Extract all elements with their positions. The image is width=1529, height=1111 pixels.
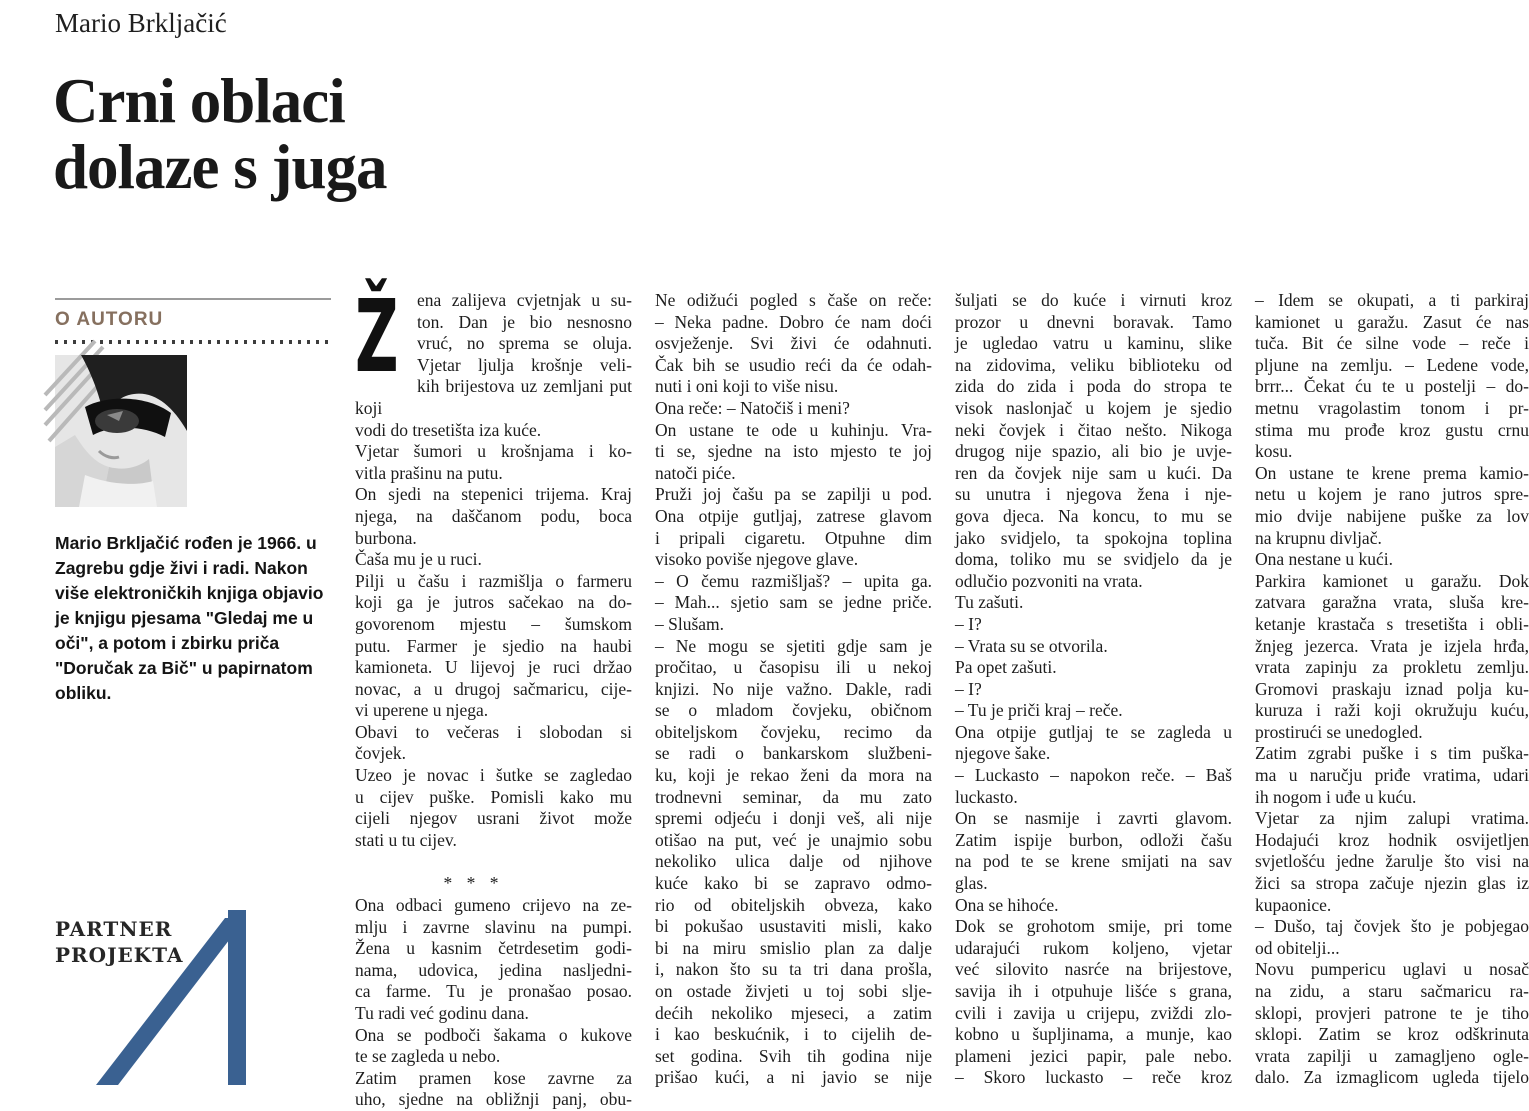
text-line: vitla prašinu na putu. — [355, 462, 503, 483]
text-line: vrata zapinju za prokletu zemlju. — [1255, 657, 1529, 678]
text-line: – Vrata su se otvorila. — [955, 635, 1108, 656]
text-line: njegove šake. — [955, 743, 1051, 764]
partner-label-line-1: PARTNER — [55, 917, 173, 941]
text-line: – O čemu razmišljaš? – upita ga. — [655, 570, 932, 591]
text-line: Ne odižući pogled s čaše on reče: — [655, 290, 932, 310]
drop-cap: Ž — [355, 278, 399, 395]
text-line: vruć, no sprema se oluja. — [417, 333, 632, 354]
text-line: Ona reče: – Natočiš i meni? — [655, 397, 850, 418]
text-line: vrata zapilji u zamagljeno ogle- — [1255, 1045, 1529, 1066]
text-line: burbona. — [355, 527, 417, 548]
text-line: cijeli njegov usrani život može — [355, 808, 632, 829]
text-line: Novu pumpericu uglavi u nosač — [1255, 959, 1529, 980]
text-line: – Neka padne. Dobro će nam doći — [655, 311, 932, 332]
text-line: i pripali cigaretu. Otpuhne dim — [655, 527, 932, 548]
text-line: Ona se hihoće. — [955, 894, 1059, 915]
text-line: set godina. Svih tih godina nije — [655, 1045, 932, 1066]
text-line: ren da čovjek nije sam u kući. Da — [955, 462, 1232, 483]
text-line: mlju i zavrne slavinu na pumpi. — [355, 916, 632, 937]
dotted-rule — [55, 340, 331, 344]
text-line: cvili i zavija u crijepu, zviždi zlo- — [955, 1002, 1232, 1023]
text-line: žici sa stropa začuje njezin glas iz — [1255, 873, 1529, 894]
section-separator: * * * — [443, 873, 504, 894]
text-line: kuruza i raži koji okružuju kuću, — [1255, 700, 1529, 721]
text-line: Ona se podboči šakama o kukove — [355, 1024, 632, 1045]
text-line: – Skoro luckasto – reče kroz — [955, 1067, 1232, 1088]
text-column-4 — [1255, 290, 1529, 1088]
text-line: Pilji u čašu i razmišlja o farmeru — [355, 570, 632, 591]
text-line: – Tu je priči kraj – reče. — [955, 700, 1123, 721]
partner-label-line-2: PROJEKTA — [55, 943, 184, 967]
text-line: čovjek. — [355, 743, 407, 764]
text-line: knjizi. No nije važno. Dakle, radi — [655, 678, 932, 699]
text-line: Zatim zgrabi puške i s tim puška- — [1255, 743, 1529, 764]
text-line: doma, toliko mu se svidjelo da je — [955, 549, 1232, 570]
text-line: Ona odbaci gumeno crijevo na ze- — [355, 895, 632, 916]
text-line: pročitao, u časopisu ili u nekoj — [655, 657, 932, 678]
author-bio: Mario Brkljačić rođen je 1966. u Zagrebu gdje živi i radi. Nakon više elektroničkih knjiga objavio je knjigu pjesama "Gledaj me u oči", a potom i zbirku priča "Doručak za Bič" u papirnatom obliku. — [55, 533, 324, 703]
text-line: Obavi to večeras i slobodan si — [355, 721, 632, 742]
text-line: Dok se grohotom smije, pri tome — [955, 916, 1232, 937]
text-line: otišao na put, već je unajmio sobu — [655, 829, 932, 850]
text-line: kamionet u garažu. Zasut će nas — [1255, 311, 1529, 332]
text-column-2 — [655, 290, 932, 1088]
text-line: ti se, sjedne na isto mjesto te joj — [655, 441, 932, 462]
text-line: – I? — [955, 613, 982, 634]
text-line: ena zalijeva cvjetnjak u su- — [417, 290, 632, 310]
text-line: ca farme. Tu je pronašao posao. — [355, 981, 632, 1002]
text-line: Vjetar šumori u krošnjama i ko- — [355, 441, 632, 462]
text-line: na pod te se krene smijati na sav — [955, 851, 1232, 872]
text-line: koji ga je jutros sačekao na do- — [355, 592, 632, 613]
text-line: Žena u kasnim četrdesetim godi- — [355, 938, 632, 959]
text-line: na zidu, a staru sačmaricu ra- — [1255, 981, 1529, 1001]
text-line: – Luckasto – napokon reče. – Baš — [955, 765, 1232, 786]
text-line: dalo. Za izmaglicom ugleda tijelo — [1255, 1067, 1529, 1088]
text-line: nekoliko ulica dalje od njihove — [655, 851, 932, 872]
text-line: – Slušam. — [655, 613, 725, 634]
text-line: nuti i oni koji to više nisu. — [655, 376, 839, 397]
text-line: – Ne mogu se sjetiti gdje sam je — [655, 635, 932, 656]
text-line: udarajući rukom koljeno, vjetar — [955, 937, 1232, 958]
text-line: Zatim pramen kose zavrne za — [355, 1067, 632, 1088]
text-line: te se zagleda u nebo. — [355, 1046, 501, 1067]
text-line: od obitelji... — [1255, 937, 1340, 958]
text-line: i, nakon što su ta tri dana prošla, — [655, 959, 932, 980]
text-line: – Mah... sjetio sam se jedne priče. — [655, 592, 932, 613]
text-line: dećih nekoliko mjeseci, a zatim — [655, 1002, 932, 1023]
text-line: metnu vragolastim tonom i pr- — [1255, 397, 1529, 418]
text-line: Čak bih se usudio reći da će odah- — [655, 354, 932, 375]
text-line: putu. Farmer je sjedio na haubi — [355, 635, 632, 656]
headline-line-1: Crni oblaci — [53, 66, 345, 136]
text-column-3 — [955, 290, 1232, 1088]
text-line: On ustane te ode u kuhinju. Vra- — [655, 419, 932, 440]
text-column-1 — [355, 278, 632, 1110]
text-line: zatvara garažna vrata, sluša kre- — [1255, 592, 1529, 613]
text-line: Vjetar za njim zalupi vratima. — [1255, 808, 1529, 829]
text-line: trodnevni seminar, da mu zato — [655, 786, 932, 807]
text-line: novac, a u drugoj sačmaricu, cije- — [355, 678, 632, 699]
text-line: odlučio pozvoniti na vrata. — [955, 570, 1143, 591]
text-line: su unutra i njegova žena i nje- — [955, 484, 1232, 505]
text-line: ku, koji je rekao ženi da mora na — [655, 765, 932, 786]
text-line: Ona otpije gutljaj, zatrese glavom — [655, 505, 932, 526]
text-line: Parkira kamionet u garažu. Dok — [1255, 570, 1529, 591]
text-line: Pruži joj čašu pa se zapilji u pod. — [655, 484, 932, 505]
text-line: rio od obiteljskih obveza, kako — [655, 894, 932, 915]
headline — [53, 68, 387, 200]
text-line: bi na miru smislio plan za dalje — [655, 937, 932, 958]
text-line: luckasto. — [955, 786, 1018, 807]
text-line: natoči piće. — [655, 462, 736, 483]
text-line: govorenom mjestu – šumskom — [355, 613, 632, 634]
text-line: kupaonice. — [1255, 894, 1332, 915]
text-line: plameni jezici papir, pale nebo. — [955, 1045, 1232, 1066]
text-line: na zidovima, veliku biblioteku od — [955, 354, 1232, 375]
text-line: – Idem se okupati, a ti parkiraj — [1255, 290, 1529, 310]
text-line: već silovito nasrće na brijestove, — [955, 959, 1232, 980]
text-line: nama, udovica, jedina nasljedni- — [355, 959, 632, 980]
text-line: je ugledao vatru u kaminu, slike — [955, 333, 1232, 354]
text-line: šuljati se do kuće i virnuti kroz — [955, 290, 1232, 310]
text-line: kuće kako bi se zapravo odmo- — [655, 873, 932, 894]
headline-line-2: dolaze s juga — [53, 132, 387, 202]
text-line: vi uperene u njega. — [355, 700, 489, 721]
text-line: na krupnu divljač. — [1255, 527, 1382, 548]
text-line: Uzeo je novac i šutke se zagledao — [355, 765, 632, 786]
text-line: stima mu prođe kroz gustu crnu — [1255, 419, 1529, 440]
text-line: uho, sjedne na obližnji panj, obu- — [355, 1089, 632, 1110]
section-title: O AUTORU — [55, 309, 164, 330]
text-line: vodi do tresetišta iza kuće. — [355, 419, 542, 440]
text-line: visok naslonjač u kojem je sjedio — [955, 397, 1232, 418]
text-line: ih nogom i uđe u kuću. — [1255, 786, 1417, 807]
text-line: jako svidjelo, ta spokojna toplina — [955, 527, 1232, 548]
text-line: netu u kojem je rano jutros spre- — [1255, 484, 1529, 505]
text-line: zida do zida i poda do stropa te — [955, 376, 1232, 397]
text-line: osvježenje. Svi živi će odahnuti. — [655, 333, 932, 354]
author-portrait-image — [55, 355, 187, 507]
text-line: drugog nije spazio, ali bio je uvje- — [955, 441, 1232, 462]
text-line: obiteljskom čovjeku, recimo da — [655, 721, 932, 742]
text-line: Gromovi praskaju iznad polja ku- — [1255, 678, 1529, 699]
text-line: bi pokušao usustaviti misli, kako — [655, 916, 932, 937]
text-line: u cijev puške. Pomisli kako mu — [355, 786, 632, 807]
text-line: gova djeca. Na koncu, to mu se — [955, 505, 1232, 526]
byline: Mario Brkljačić — [55, 8, 227, 38]
text-line: njega, na daščanom podu, boca — [355, 505, 632, 526]
text-line: – I? — [955, 678, 982, 699]
text-line: glas. — [955, 873, 988, 894]
text-line: pljune na zemlju. – Ledene vode, — [1255, 354, 1529, 375]
text-line: ma u naručju priđe vratima, udari — [1255, 765, 1529, 786]
text-line: žnjeg jezerca. Vrata je izjela hrđa, — [1255, 635, 1529, 656]
text-line: sklopi, provjeri patrone te je tiho — [1255, 1002, 1529, 1023]
article-body — [355, 278, 1529, 1110]
text-line: On se nasmije i zavrti glavom. — [955, 808, 1232, 829]
text-line: On ustane te krene prema kamio- — [1255, 462, 1529, 483]
text-line: spremi odjeću i donji veš, ali nije — [655, 808, 932, 829]
text-line: se radi o bankarskom službeni- — [655, 743, 932, 764]
text-line: sklopi. Zatim se kroz odškrinuta — [1255, 1024, 1529, 1045]
text-line: kih brijestova uz zemljani put koji — [355, 376, 632, 418]
text-line: prostirući se unedogled. — [1255, 721, 1423, 742]
text-line: kosu. — [1255, 441, 1293, 462]
text-line: i kao beskućnik, i to cijelih de- — [655, 1024, 932, 1045]
text-line: mio dvije nabijene puške za lov — [1255, 505, 1529, 526]
author-photo — [55, 355, 187, 507]
text-line: Čaša mu je u ruci. — [355, 549, 482, 570]
text-line: kobno u šupljinama, a munje, kao — [955, 1024, 1232, 1045]
partner-logo-icon — [96, 910, 246, 1085]
text-line: Tu zašuti. — [955, 592, 1024, 613]
text-line: on ostade živjeti u toj sobi slje- — [655, 981, 932, 1001]
text-line: savija ih i otpuhuje lišće s grana, — [955, 981, 1232, 1001]
text-line: brrr... Čekat ću te u postelji – do- — [1255, 376, 1529, 397]
top-rule — [55, 298, 331, 300]
text-line: Zatim ispije burbon, odloži čašu — [955, 829, 1232, 850]
text-line: Tu radi već godinu dana. — [355, 1003, 529, 1023]
text-line: – Dušo, taj čovjek što je pobjegao — [1255, 916, 1529, 937]
text-line: stati u tu cijev. — [355, 829, 457, 850]
text-line: Pa opet zašuti. — [955, 657, 1057, 678]
about-author-box — [55, 298, 331, 1080]
text-line: Vjetar ljulja krošnje veli- — [417, 354, 632, 375]
text-line: tuča. Bit će silne vode – reče i — [1255, 333, 1529, 354]
text-line: svjetlošću jedne žarulje što visi na — [1255, 851, 1529, 872]
text-line: On sjedi na stepenici trijema. Kraj — [355, 484, 632, 505]
text-line: Hodajući kroz hodnik osvijetljen — [1255, 829, 1529, 850]
text-line: ton. Dan je bio nesnosno — [417, 311, 632, 332]
text-line: se o mladom čovjeku, običnom — [655, 700, 932, 721]
text-line: kamioneta. U lijevoj je ruci držao — [355, 657, 632, 678]
paragraph-gap — [355, 851, 632, 873]
text-line: prišao kući, a ni javio se nije — [655, 1067, 932, 1088]
text-line: ketanje krastača s tresetišta i obli- — [1255, 613, 1529, 634]
text-line: neki čovjek i čitao nešto. Nikoga — [955, 419, 1232, 440]
text-line: Ona otpije gutljaj te se zagleda u — [955, 721, 1232, 742]
text-line: visoko poviše njegove glave. — [655, 549, 859, 570]
text-line: prozor u dnevni boravak. Tamo — [955, 311, 1232, 332]
text-line: Ona nestane u kući. — [1255, 549, 1394, 570]
